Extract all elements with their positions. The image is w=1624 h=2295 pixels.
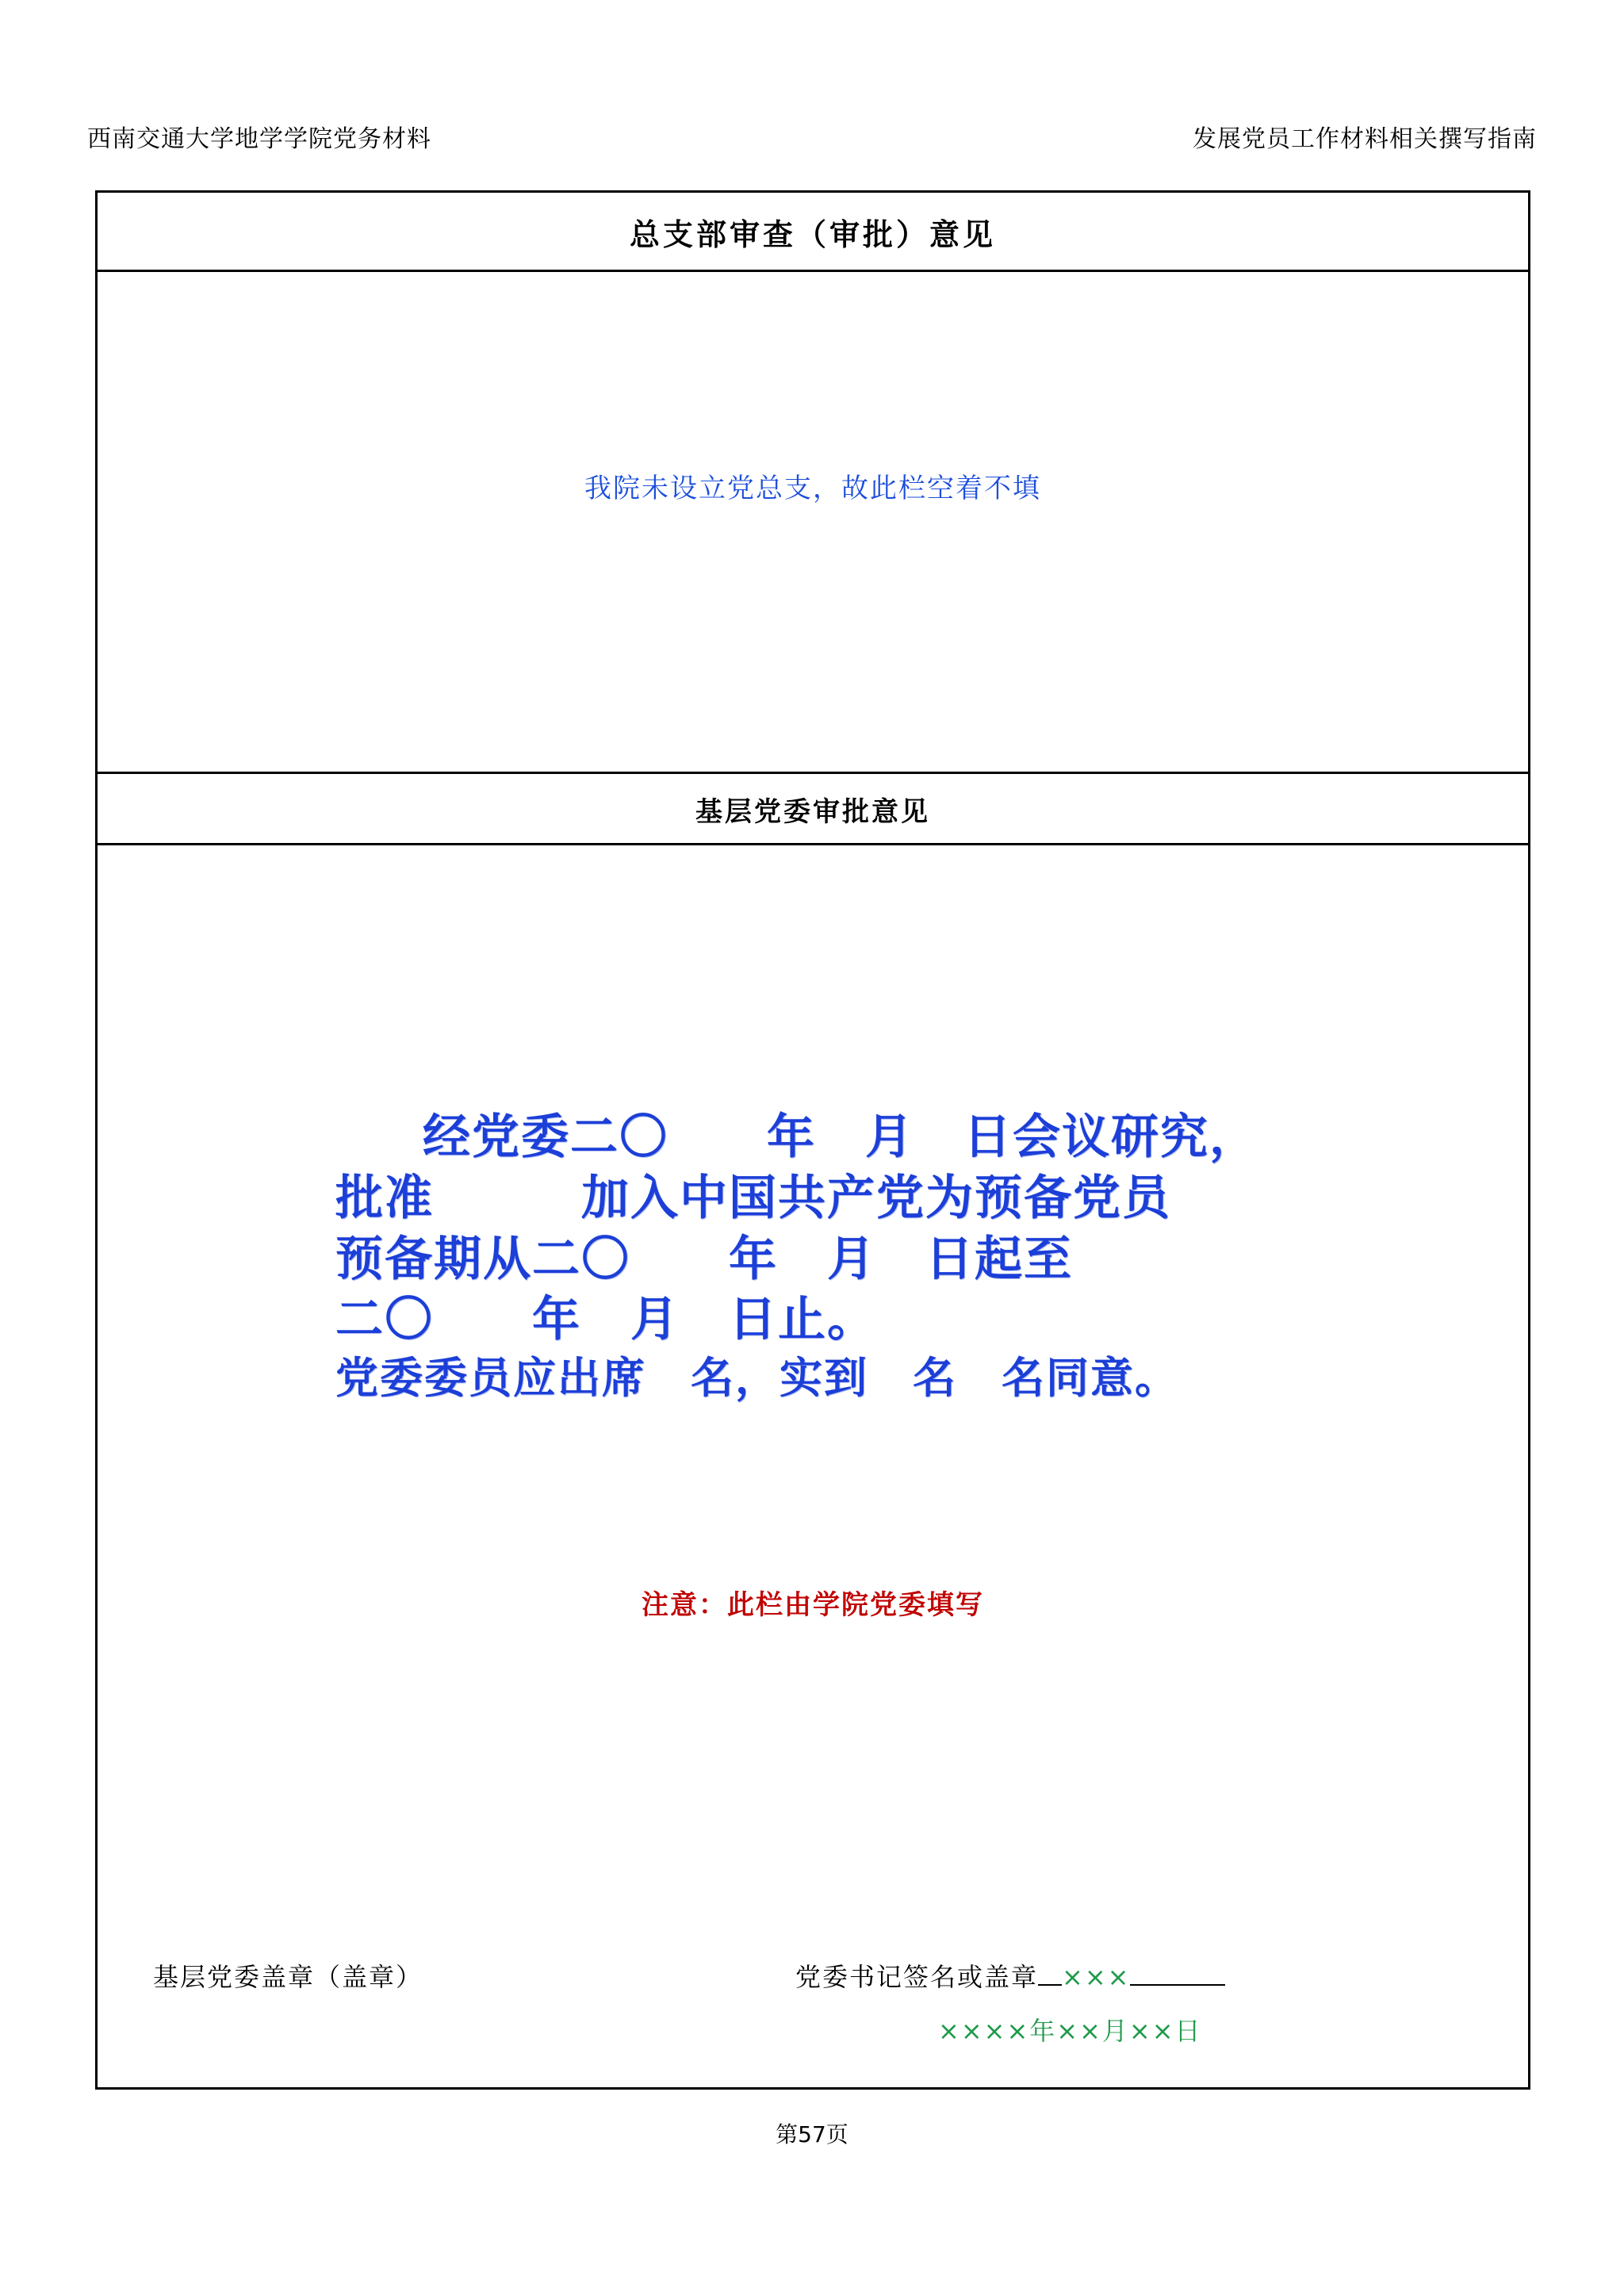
page-number: 第57页 [776, 2121, 848, 2147]
section-title-branch-review: 总支部审查（审批）意见 [98, 193, 1528, 272]
approval-form-table [95, 190, 1530, 2090]
attention-note: 注意：此栏由学院党委填写 [642, 1589, 984, 1621]
page-footer [0, 2117, 1624, 2149]
branch-review-note: 我院未设立党总支，故此栏空着不填 [584, 473, 1041, 504]
section-party-committee-body [98, 845, 1528, 2087]
signature-label-right [795, 1957, 1225, 1994]
stamp-line-1: 经党委二〇 年 月 日会议研究， [423, 1109, 1258, 1165]
stamp-line-5: 党委委员应出席 名，实到 名 名同意。 [335, 1353, 1179, 1404]
signature-value: ××× [1062, 1962, 1131, 1992]
running-head-right: 发展党员工作材料相关撰写指南 [1193, 125, 1537, 153]
section-branch-review-body [98, 272, 1528, 774]
stamp-line-3: 预备期从二〇 年 月 日起至 [335, 1231, 1073, 1287]
running-head-left: 西南交通大学地学学院党务材料 [87, 125, 431, 153]
section-title-party-committee: 基层党委审批意见 [98, 774, 1528, 845]
signature-rule-after [1130, 1984, 1225, 1986]
running-head [87, 119, 1537, 154]
seal-label-left: 基层党委盖章（盖章） [153, 1962, 423, 1992]
approval-stamp-text [335, 1107, 1358, 1405]
stamp-line-4: 二〇 年 月 日止。 [335, 1292, 876, 1348]
signature-rule-before [1038, 1984, 1062, 1986]
stamp-line-2: 批准 加入中国共产党为预备党员 [335, 1170, 1171, 1226]
signature-date: ××××年××月××日 [938, 2016, 1202, 2046]
signature-label-text: 党委书记签名或盖章 [795, 1962, 1039, 1992]
